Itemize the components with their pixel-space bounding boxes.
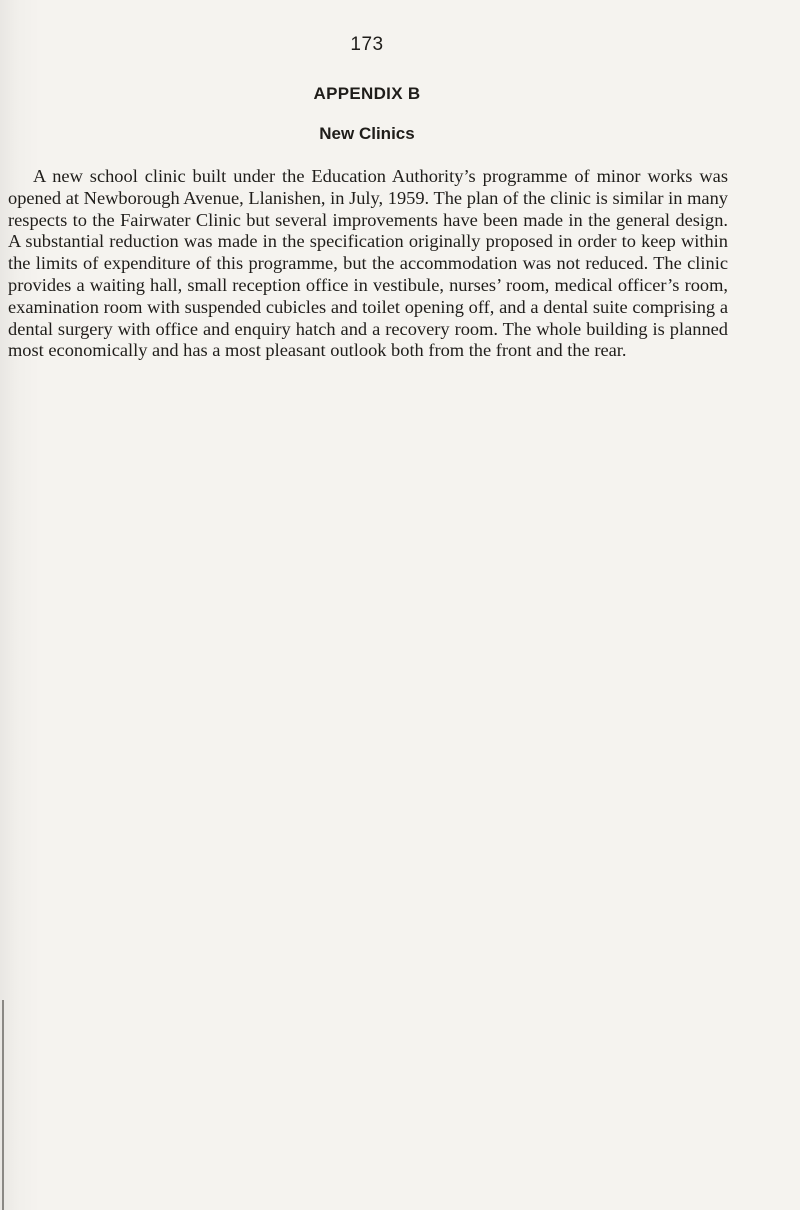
page-binding-edge — [2, 1000, 4, 1210]
appendix-title: APPENDIX B — [313, 84, 421, 103]
body-paragraph: A new school clinic built under the Education Authority’s programme of minor works was opened at Newborough Avenue, Llanishen, in July, 1959. The plan of the clinic is similar in many respects to the Fairwater Clinic but several improvements have been made in the general design. A substantial reduction was made in the specification originally proposed in order to keep within the limits of expenditure of this programme, but the accommodation was not reduced. The clinic provides a waiting hall, small reception office in vestibule, nurses’ room, medical officer’s room, examination room with suspended cubicles and toilet opening off, and a dental suite comprising a dental surgery with office and enquiry hatch and a recovery room. The whole building is planned most economically and has a most pleasant outlook both from the front and the rear. — [8, 166, 728, 361]
section-title: New Clinics — [319, 124, 415, 143]
page-number: 173 — [350, 34, 384, 55]
